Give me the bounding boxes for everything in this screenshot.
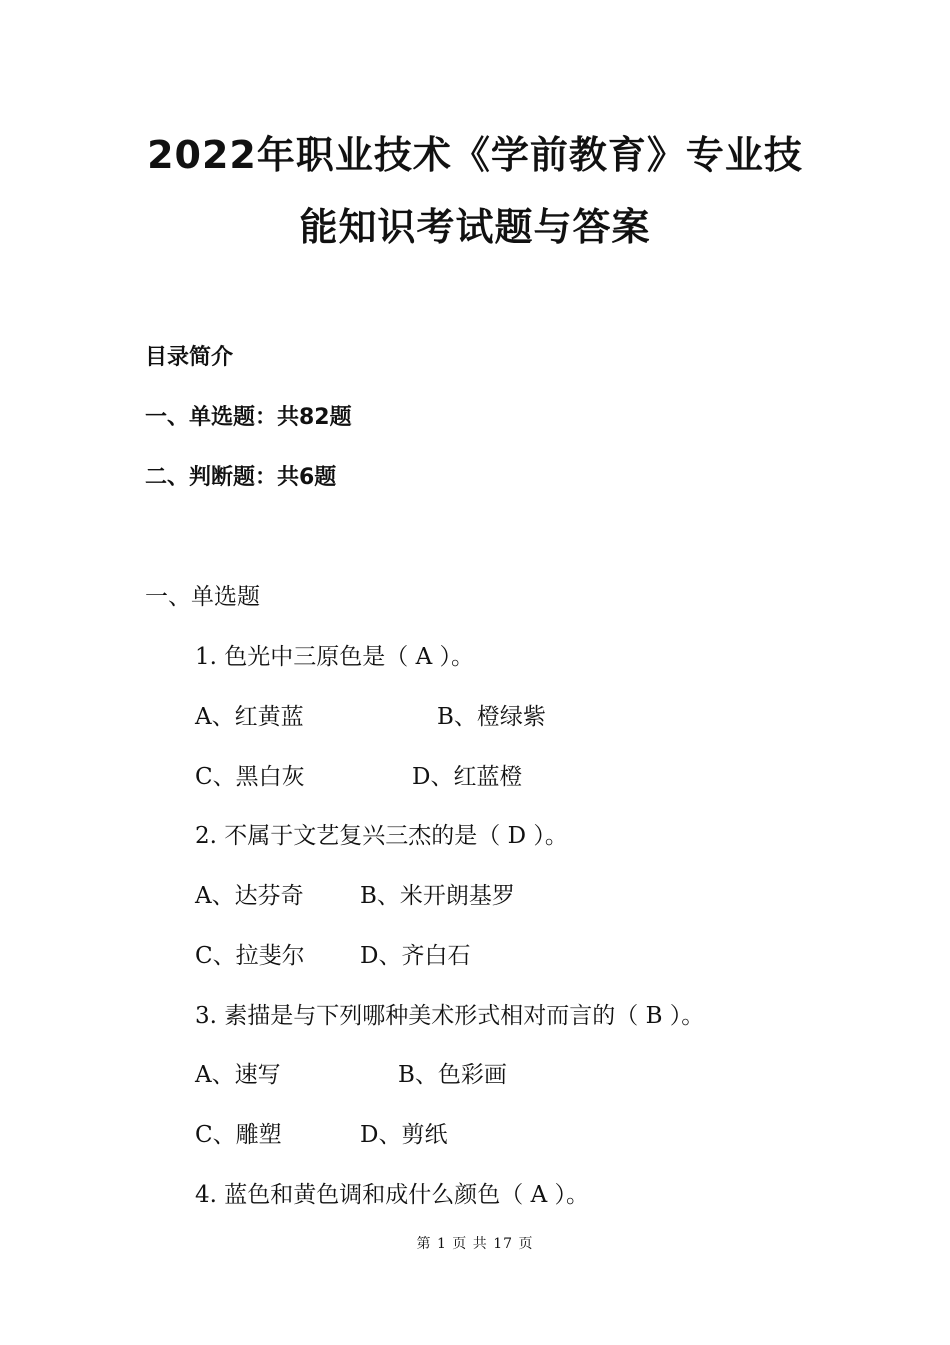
toc-heading: 目录简介: [145, 345, 234, 370]
q1-option-a: A、红黄蓝: [195, 704, 304, 730]
question-3: 3. 素描是与下列哪种美术形式相对而言的（ B ）。: [195, 1003, 705, 1029]
q1-option-d: D、红蓝橙: [412, 764, 523, 790]
q1-option-b: B、橙绿紫: [437, 704, 546, 730]
q1-option-c: C、黑白灰: [195, 764, 305, 790]
page-footer: 第 1 页 共 17 页: [416, 1236, 534, 1252]
question-2: 2. 不属于文艺复兴三杰的是（ D ）。: [195, 823, 568, 849]
toc-item-single-choice: 一、单选题：共82题: [145, 405, 352, 430]
q2-option-a: A、达芬奇: [195, 883, 304, 909]
q2-option-d: D、齐白石: [360, 943, 471, 969]
question-1: 1. 色光中三原色是（ A ）。: [195, 644, 474, 670]
document-title-line-1: 2022年职业技术《学前教育》专业技: [147, 133, 803, 177]
question-4: 4. 蓝色和黄色调和成什么颜色（ A ）。: [195, 1182, 589, 1208]
q3-option-b: B、色彩画: [398, 1062, 507, 1088]
section-heading: 一、单选题: [145, 584, 260, 610]
q2-option-b: B、米开朗基罗: [360, 883, 515, 909]
q3-option-d: D、剪纸: [360, 1122, 448, 1148]
q2-option-c: C、拉斐尔: [195, 943, 305, 969]
q3-option-c: C、雕塑: [195, 1122, 282, 1148]
toc-item-true-false: 二、判断题：共6题: [145, 465, 337, 490]
document-title-line-2: 能知识考试题与答案: [299, 205, 651, 249]
q3-option-a: A、速写: [195, 1062, 281, 1088]
